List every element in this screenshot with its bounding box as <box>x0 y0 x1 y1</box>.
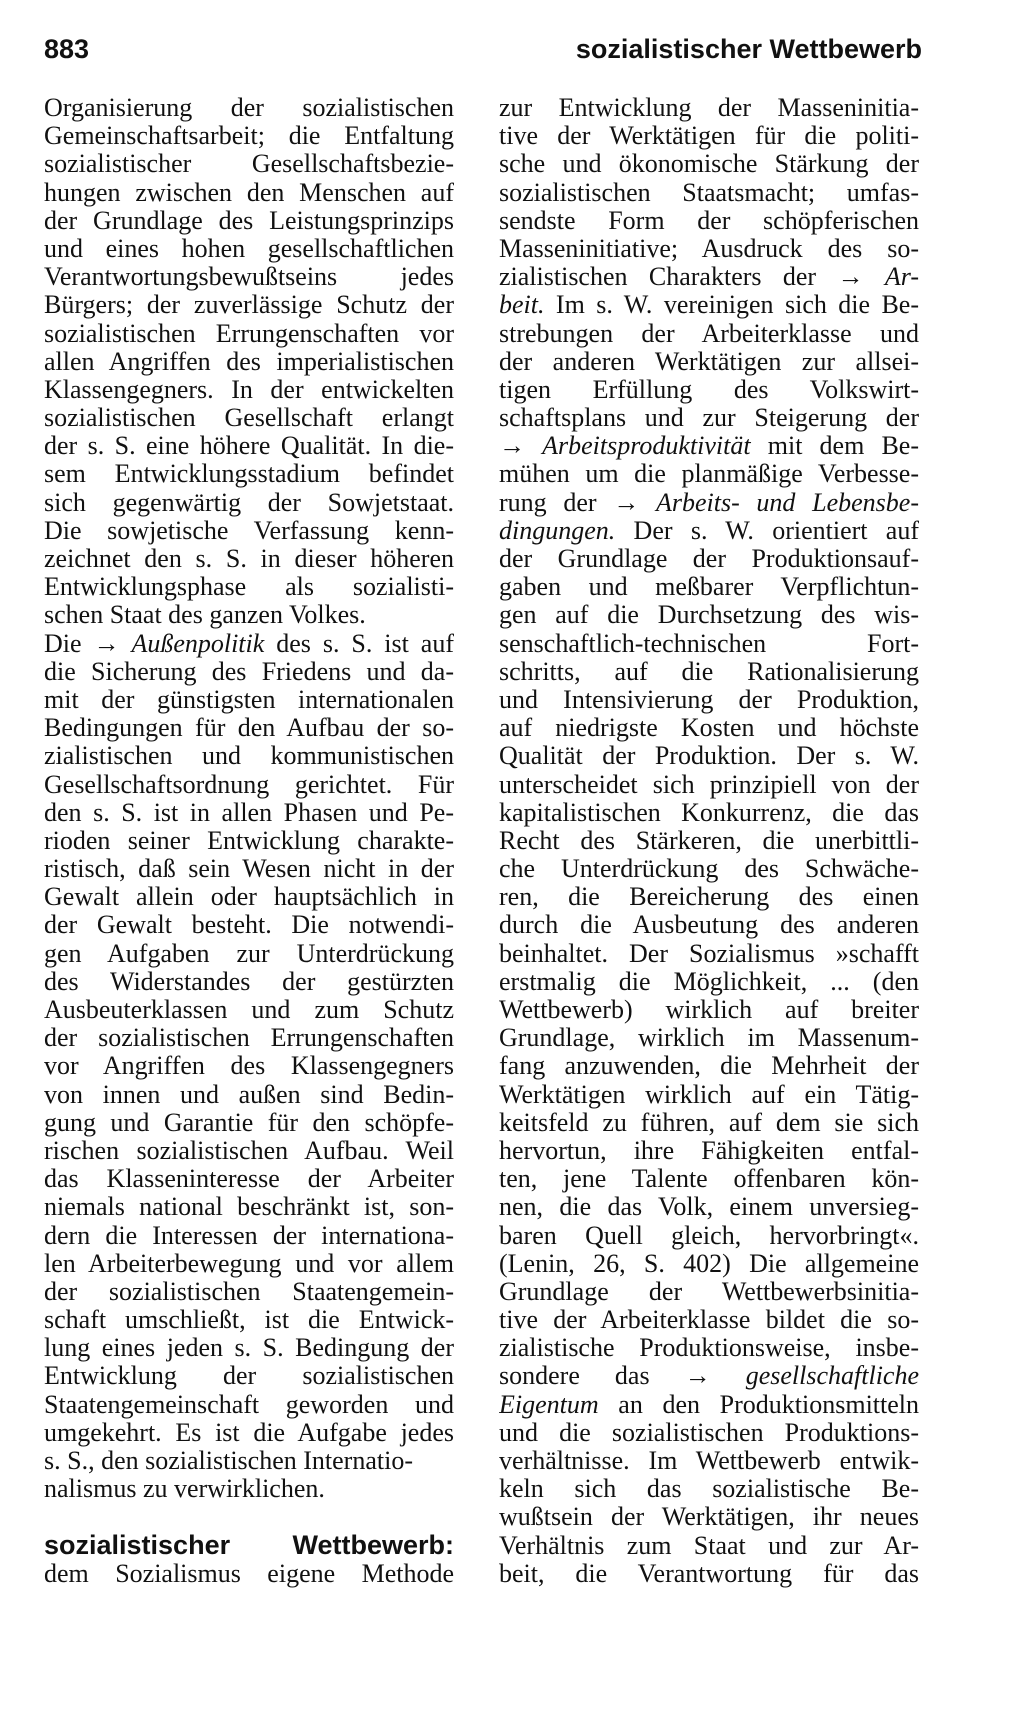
text-line <box>44 630 454 658</box>
text-run: Der s. W. orientiert auf <box>615 516 919 545</box>
text-run: Die → <box>44 629 132 658</box>
text-line: Verhältnis zum Staat und zur Ar- <box>499 1531 919 1560</box>
text-line: schritts, auf die Rationalisierung <box>499 657 919 686</box>
text-line: durch die Ausbeutung des anderen <box>499 911 919 940</box>
text-run: zialistischen Charakters der → <box>499 263 885 292</box>
text-line: sozialistischer Gesellschaftsbezie- <box>44 150 454 179</box>
dictionary-entry <box>44 1531 454 1587</box>
text-line: hervortun, ihre Fähigkeiten entfal- <box>499 1136 919 1165</box>
entry-headword: sozialistischer Wettbewerb: <box>44 1531 454 1560</box>
text-line: lung eines jeden s. S. Bedingung der <box>44 1334 454 1363</box>
text-line <box>499 517 919 545</box>
text-line: Gemeinschaftsarbeit; die Entfaltung <box>44 122 454 151</box>
text-line: len Arbeiterbewegung und vor allem <box>44 1249 454 1278</box>
text-line: sche und ökonomische Stärkung der <box>499 150 919 179</box>
text-line: und eines hohen gesellschaftlichen <box>44 234 454 263</box>
text-line: sozialistischen Staatsmacht; umfas- <box>499 178 919 207</box>
text-line: gung und Garantie für den schöpfe- <box>44 1108 454 1137</box>
text-line: tive der Arbeiterklasse bildet die so- <box>499 1306 919 1335</box>
text-line: mühen um die planmäßige Verbesse- <box>499 460 919 489</box>
text-line: senschaftlich-technischen Fort- <box>499 629 919 658</box>
text-line: rischen sozialistischen Aufbau. Weil <box>44 1136 454 1165</box>
text-line: gen Aufgaben zur Unterdrückung <box>44 939 454 968</box>
text-line <box>499 1362 919 1390</box>
text-line: ristisch, daß sein Wesen nicht in der <box>44 855 454 884</box>
text-line: nalismus zu verwirklichen. <box>44 1475 325 1504</box>
text-run: an den Produktionsmitteln <box>598 1390 919 1419</box>
text-line: den s. S. ist in allen Phasen und Pe- <box>44 798 454 827</box>
text-line: der s. S. eine höhere Qualität. In die- <box>44 432 454 461</box>
text-line: (Lenin, 26, S. 402) Die allgemeine <box>499 1249 919 1278</box>
text-line: sendste Form der schöpferischen <box>499 206 919 235</box>
text-run: rung der → <box>499 488 656 517</box>
text-line: hungen zwischen den Menschen auf <box>44 178 454 207</box>
text-line: Bedingungen für den Aufbau der so- <box>44 714 454 743</box>
text-line: das Klasseninteresse der Arbeiter <box>44 1165 454 1194</box>
text-line <box>499 291 919 319</box>
text-line: verhältnisse. Im Wettbewerb entwik- <box>499 1447 919 1475</box>
running-head: sozialistischer Wettbewerb <box>575 34 922 64</box>
text-line: unterscheidet sich prinzipiell von der <box>499 770 919 799</box>
text-line: der sozialistischen Staatengemein- <box>44 1277 454 1306</box>
text-line: sozialistischen Gesellschaft erlangt <box>44 404 454 433</box>
text-line: Masseninitiative; Ausdruck des so- <box>499 234 919 263</box>
text-line: keln sich das sozialistische Be- <box>499 1475 919 1504</box>
text-line: des Widerstandes der gestürzten <box>44 967 454 996</box>
text-line: Klassengegners. In der entwickelten <box>44 375 454 404</box>
paragraph-2 <box>44 630 454 1504</box>
text-line: schaftsplans und zur Steigerung der <box>499 404 919 433</box>
text-line: Wettbewerb) wirklich auf breiter <box>499 996 919 1024</box>
cross-reference[interactable]: dingungen. <box>499 516 616 545</box>
text-line: zialistische Produktionsweise, insbe- <box>499 1334 919 1363</box>
text-line: mit der günstigsten internationalen <box>44 685 454 714</box>
text-line: tive der Werktätigen für die politi- <box>499 122 919 151</box>
text-line: sozialistischen Errungenschaften vor <box>44 319 454 348</box>
text-line: tigen Erfüllung des Volkswirt- <box>499 375 919 404</box>
cross-reference[interactable]: gesellschaftliche <box>745 1362 919 1391</box>
text-run: des s. S. ist auf <box>264 629 454 658</box>
text-line <box>499 489 919 517</box>
text-line: s. S., den sozialistischen Internatio- <box>44 1447 413 1475</box>
text-run: → <box>499 432 543 461</box>
text-line: vor Angriffen des Klassengegners <box>44 1052 454 1081</box>
page-number: 883 <box>44 34 90 64</box>
text-line: Gewalt allein oder hauptsächlich in <box>44 883 454 912</box>
text-line: allen Angriffen des imperialistischen <box>44 347 454 376</box>
text-line: nen, die das Volk, einem unversieg- <box>499 1193 919 1222</box>
text-run: Im s. W. vereinigen sich die Be- <box>544 291 919 320</box>
cross-reference[interactable]: Arbeitsproduktivität <box>542 432 751 461</box>
text-line: baren Quell gleich, hervorbringt«. <box>499 1221 919 1250</box>
text-line: der Gewalt besteht. Die notwendi- <box>44 911 454 940</box>
text-line: keitsfeld zu führen, auf dem sie sich <box>499 1108 919 1137</box>
text-line: sem Entwicklungsstadium befindet <box>44 460 454 489</box>
text-line: niemals national beschränkt ist, son- <box>44 1193 454 1222</box>
cross-reference[interactable]: Außenpolitik <box>131 629 265 658</box>
text-line: wußtsein der Werktätigen, ihr neues <box>499 1503 919 1532</box>
text-line: rioden seiner Entwicklung charakte- <box>44 826 454 855</box>
text-line: beit, die Verantwortung für das <box>499 1559 919 1588</box>
text-line <box>499 1391 919 1419</box>
text-line: der anderen Werktätigen zur allsei- <box>499 347 919 376</box>
text-line: Werktätigen wirklich auf ein Tätig- <box>499 1080 919 1109</box>
text-line: die Sicherung des Friedens und da- <box>44 657 454 686</box>
text-line: kapitalistischen Konkurrenz, die das <box>499 798 919 827</box>
text-line: Entwicklungsphase als sozialisti- <box>44 573 454 602</box>
left-column <box>44 94 454 1588</box>
text-run: mit dem Be- <box>750 432 919 461</box>
text-line: zialistischen und kommunistischen <box>44 742 454 771</box>
text-line: Verantwortungsbewußtseins jedes <box>44 263 454 292</box>
text-run: sondere das → <box>499 1362 746 1391</box>
text-line: zeichnet den s. S. in dieser höheren <box>44 545 454 573</box>
text-line: Recht des Stärkeren, die unerbittli- <box>499 826 919 855</box>
text-line <box>499 432 919 460</box>
text-line: der sozialistischen Errungenschaften <box>44 1024 454 1053</box>
text-line: auf niedrigste Kosten und höchste <box>499 714 919 743</box>
text-line: beinhaltet. Der Sozialismus »schafft <box>499 939 919 968</box>
text-line: zur Entwicklung der Masseninitia- <box>499 94 919 122</box>
text-line: erstmalig die Möglichkeit, ... (den <box>499 967 919 996</box>
text-line: dem Sozialismus eigene Methode <box>44 1559 454 1588</box>
text-line: von innen und außen sind Bedin- <box>44 1080 454 1109</box>
text-line: dern die Interessen der internationa- <box>44 1221 454 1250</box>
text-line: che Unterdrückung des Schwäche- <box>499 855 919 884</box>
cross-reference[interactable]: beit. <box>499 291 545 320</box>
text-line: sich gegenwärtig der Sowjetstaat. <box>44 488 454 517</box>
text-line: und Intensivierung der Produktion, <box>499 685 919 714</box>
text-line: gaben und meßbarer Verpflichtun- <box>499 573 919 602</box>
cross-reference[interactable]: Arbeits- und Lebensbe- <box>655 488 919 517</box>
text-line <box>499 263 919 291</box>
cross-reference[interactable]: Ar- <box>884 263 919 292</box>
right-column <box>499 94 919 1588</box>
cross-reference[interactable]: Eigentum <box>499 1390 599 1419</box>
text-line: Entwicklung der sozialistischen <box>44 1362 454 1391</box>
text-line: ren, die Bereicherung des einen <box>499 883 919 912</box>
text-line: und die sozialistischen Produktions- <box>499 1418 919 1447</box>
entry-spacer <box>44 1503 454 1531</box>
text-line: Organisierung der sozialistischen <box>44 94 454 122</box>
text-line: Qualität der Produktion. Der s. W. <box>499 742 919 771</box>
text-line: Grundlage der Wettbewerbsinitia- <box>499 1277 919 1306</box>
text-line: Gesellschaftsordnung gerichtet. Für <box>44 770 454 799</box>
paragraph-1 <box>44 94 454 630</box>
text-line: schaft umschließt, ist die Entwick- <box>44 1306 454 1335</box>
text-line: schen Staat des ganzen Volkes. <box>44 601 366 630</box>
text-line: umgekehrt. Es ist die Aufgabe jedes <box>44 1418 454 1447</box>
text-line: der Grundlage des Leistungsprinzips <box>44 206 454 235</box>
text-line: fang anzuwenden, die Mehrheit der <box>499 1052 919 1081</box>
text-line: ten, jene Talente offenbaren kön- <box>499 1165 919 1194</box>
page-header <box>44 34 922 74</box>
text-line: Bürgers; der zuverlässige Schutz der <box>44 291 454 320</box>
text-line: gen auf die Durchsetzung des wis- <box>499 601 919 630</box>
text-line: Ausbeuterklassen und zum Schutz <box>44 996 454 1024</box>
text-line: Grundlage, wirklich im Massenum- <box>499 1024 919 1053</box>
text-line: Staatengemeinschaft geworden und <box>44 1390 454 1419</box>
text-line: der Grundlage der Produktionsauf- <box>499 545 919 573</box>
text-line: strebungen der Arbeiterklasse und <box>499 319 919 348</box>
text-line: Die sowjetische Verfassung kenn- <box>44 516 454 545</box>
